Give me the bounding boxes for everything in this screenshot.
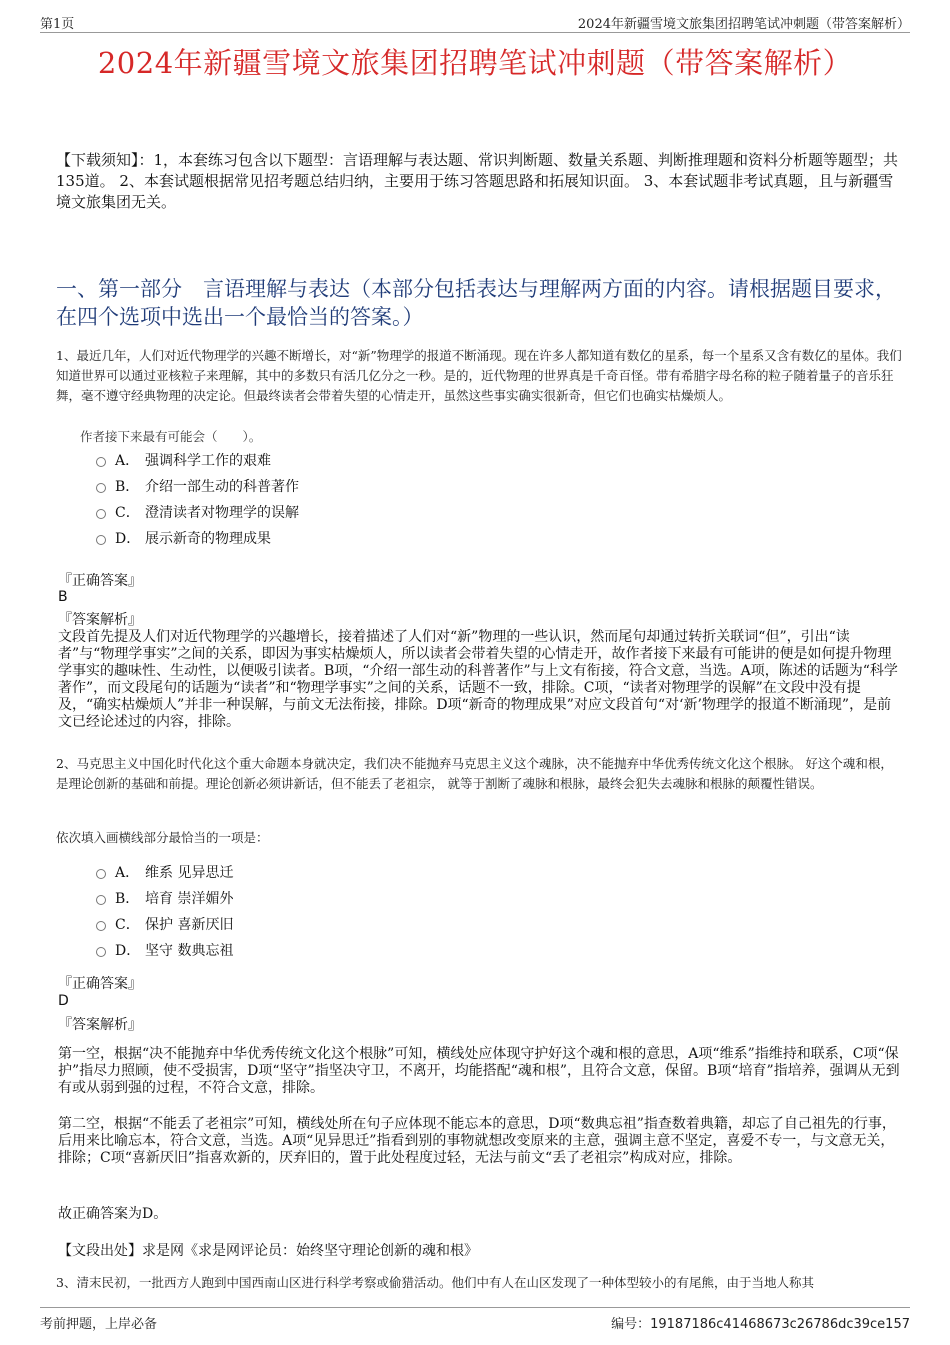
option-letter: C． — [115, 917, 140, 933]
question-2-option-c[interactable] — [96, 914, 233, 934]
question-2-analysis-para-2: 第二空，根据“不能丢了老祖宗”可知，横线处所在句子应体现不能忘本的意思，D项“数典忘祖”指查数着典籍，却忘了自己祖先的行事，后用来比喻忘本，符合文意，当选。A项“见异思迁”指看到别的事物就想改变原来的主意，强调主意不坚定，喜爱不专一，与文意无关，排除；C项“喜新厌旧”指喜欢新的，厌弃旧的，置于此处程度过轻，无法与前文“丢了老祖宗”构成对应，排除。 — [58, 1116, 896, 1166]
question-1-option-c[interactable] — [96, 502, 299, 522]
header-doc-title: 2024年新疆雪境文旅集团招聘笔试冲刺题（带答案解析） — [577, 17, 910, 32]
page-number: 第1页 — [40, 17, 75, 32]
option-text: 坚守 数典忘祖 — [145, 943, 234, 959]
option-text: 保护 喜新厌旧 — [145, 917, 234, 933]
footer-code-label: 编号： — [611, 1317, 651, 1332]
option-text: 介绍一部生动的科普著作 — [145, 479, 299, 495]
option-letter: D． — [115, 943, 141, 959]
footer-code — [611, 1313, 910, 1332]
option-letter: D． — [115, 531, 141, 547]
question-2-conclusion: 故正确答案为D。 — [58, 1206, 168, 1222]
option-text: 澄清读者对物理学的误解 — [145, 505, 299, 521]
radio-icon[interactable] — [96, 457, 106, 467]
question-2-analysis-para-1: 第一空，根据“决不能抛弃中华优秀传统文化这个根脉”可知，横线处应体现守护好这个魂和根的意思，A项“维系”指维持和联系，C项“保护”指尽力照顾，使不受损害，D项“坚守”指坚决守卫，不离开，均能搭配“魂和根”，且符合文意，保留。B项“培育”指培养，强调从无到有或从弱到强的过程，不符合文意，排除。 — [58, 1046, 900, 1096]
question-1-option-b[interactable] — [96, 476, 299, 496]
question-1-prompt: 作者接下来最有可能会（ ）。 — [80, 429, 262, 444]
radio-icon[interactable] — [96, 869, 106, 879]
radio-icon[interactable] — [96, 535, 106, 545]
footer-code-value: 19187186c41468673c26786dc39ce157 — [650, 1317, 910, 1332]
option-text: 展示新奇的物理成果 — [145, 531, 271, 547]
option-text: 强调科学工作的艰难 — [145, 453, 271, 469]
radio-icon[interactable] — [96, 483, 106, 493]
footer-divider — [40, 1307, 910, 1308]
question-1-stem: 1、最近几年，人们对近代物理学的兴趣不断增长，对“新”物理学的报道不断涌现。现在许多人都知道有数亿的星系，每一个星系又含有数亿的星体。我们知道世界可以通过亚核粒子来理解，其中的多数只有活几亿分之一秒。是的，近代物理的世界真是千奇百怪。带有希腊字母名称的粒子随着量子的音乐狂舞，毫不遵守经典物理的决定论。但最终读者会带着失望的心情走开，虽然这些事实确实很新奇，但它们也确实枯燥烦人。 — [56, 348, 902, 403]
footer-slogan: 考前押题，上岸必备 — [40, 1317, 158, 1332]
question-1-option-a[interactable] — [96, 450, 271, 470]
radio-icon[interactable] — [96, 947, 106, 957]
question-2-stem: 2、马克思主义中国化时代化这个重大命题本身就决定，我们决不能抛弃马克思主义这个魂脉，决不能抛弃中华优秀传统文化这个根脉。 好这个魂和根，是理论创新的基础和前提。理论创新必须讲新话，但不能丢了老祖宗， 就等于割断了魂脉和根脉，最终会犯失去魂脉和根脉的颠覆性错误。 — [56, 756, 893, 791]
question-2-option-a[interactable] — [96, 862, 233, 882]
option-letter: B． — [115, 479, 140, 495]
question-2-source: 【文段出处】求是网《求是网评论员：始终坚守理论创新的魂和根》 — [58, 1243, 478, 1259]
radio-icon[interactable] — [96, 921, 106, 931]
option-letter: A． — [115, 865, 140, 881]
option-letter: A． — [115, 453, 140, 469]
radio-icon[interactable] — [96, 895, 106, 905]
section-title: 一、第一部分 言语理解与表达（本部分包括表达与理解两方面的内容。请根据题目要求，在四个选项中选出一个最恰当的答案。） — [56, 277, 896, 329]
radio-icon[interactable] — [96, 509, 106, 519]
question-2-option-d[interactable] — [96, 940, 233, 960]
option-letter: C． — [115, 505, 140, 521]
question-1-answer-label: 『正确答案』 — [58, 573, 142, 589]
question-2-option-b[interactable] — [96, 888, 233, 908]
header-divider — [40, 32, 910, 33]
question-2-prompt: 依次填入画横线部分最恰当的一项是： — [56, 830, 269, 845]
question-3-stem: 3、清末民初，一批西方人跑到中国西南山区进行科学考察或偷猎活动。他们中有人在山区发现了一种体型较小的有尾熊，由于当地人称其 — [56, 1275, 814, 1290]
question-1-analysis: 文段首先提及人们对近代物理学的兴趣增长，接着描述了人们对“新”物理的一些认识，然而尾句却通过转折关联词“但”，引出“读者”与“物理学事实”之间的关系，即因为事实枯燥烦人，所以读者会带着失望的心情走开，故作者接下来最有可能讲的便是如何提升物理学事实的趣味性、生动性，以便吸引读者。B项，“介绍一部生动的科普著作”与上文有衔接，符合文意，当选。A项，陈述的话题为“科学著作”，而文段尾句的话题为“读者”和“物理学事实”之间的关系，话题不一致，排除。C项，“读者对物理学的误解”在文段中没有提及，“确实枯燥烦人”并非一种误解，与前文无法衔接，排除。D项“新奇的物理成果”对应文段首句“对‘新’物理学的报道不断涌现”，是前文已经论述过的内容，排除。 — [58, 629, 898, 730]
question-1-analysis-label: 『答案解析』 — [58, 612, 142, 628]
question-1-answer: B — [58, 589, 68, 605]
question-2-analysis-label: 『答案解析』 — [58, 1017, 142, 1033]
document-title: 2024年新疆雪境文旅集团招聘笔试冲刺题（带答案解析） — [97, 46, 853, 80]
question-1-option-d[interactable] — [96, 528, 271, 548]
question-2-answer: D — [58, 993, 69, 1009]
option-text: 维系 见异思迁 — [145, 865, 234, 881]
option-text: 培育 崇洋媚外 — [145, 891, 234, 907]
download-notice: 【下载须知】：1，本套练习包含以下题型：言语理解与表达题、常识判断题、数量关系题、判断推理题和资料分析题等题型；共135道。 2、本套试题根据常见招考题总结归纳，主要用于练习答题思路和拓展知识面。 3、本套试题非考试真题，且与新疆雪境文旅集团无关。 — [56, 151, 899, 211]
question-2-answer-label: 『正确答案』 — [58, 976, 142, 992]
option-letter: B． — [115, 891, 140, 907]
